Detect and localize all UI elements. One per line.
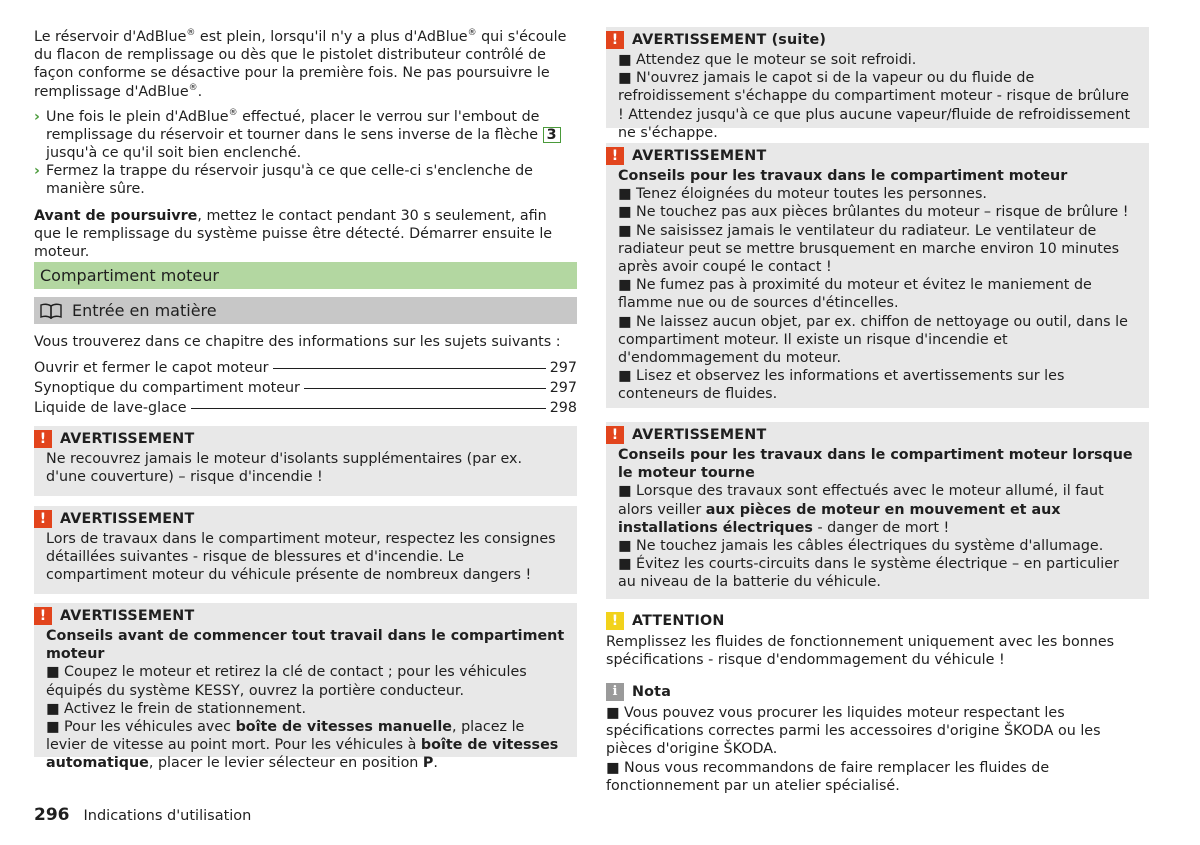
warning-icon: ! (34, 430, 52, 448)
warning-box-cooling: ! AVERTISSEMENT (suite) ■ Attendez que le moteur se soit refroidi. ■ N'ouvrez jamais le capot si de la vapeur ou du fluide de refroidissement s'échappe du compartiment moteur - risque de brûlure ! Attendez jusqu'à ce que plus aucune vapeur/fluide de refroidissement ne s'échappe. (606, 27, 1149, 128)
section-heading: Compartiment moteur (34, 262, 577, 289)
warning-heading: Conseils pour les travaux dans le compartiment moteur (618, 168, 1068, 184)
warning-icon: ! (34, 510, 52, 528)
step-arrow-icon: › (34, 163, 40, 179)
info-icon: i (606, 683, 624, 701)
note-block: i Nota ■ Vous pouvez vous procurer les liquides moteur respectant les spécifications correctes parmi les accessoires d'origine ŠKODA ou les pièces d'origine ŠKODA. ■ Nous vous recommandons de faire remplacer les fluides de fonctionnement par un atelier spécialisé. (606, 684, 1101, 794)
toc-entry[interactable]: Synoptique du compartiment moteur 297 (34, 380, 577, 396)
subsection-heading: Entrée en matière (34, 297, 577, 324)
warning-heading: Conseils pour les travaux dans le compartiment moteur lorsque le moteur tourne (618, 447, 1133, 482)
warning-icon: ! (606, 31, 624, 49)
toc-leader (273, 368, 546, 369)
page-number: 296 (34, 805, 70, 825)
book-icon (40, 303, 62, 319)
figure-reference-3[interactable]: 3 (543, 127, 561, 143)
warning-box-insulation: ! AVERTISSEMENT Ne recouvrez jamais le moteur d'isolants supplémentaires (par ex. d'une couverture) – risque d'incendie ! (34, 426, 577, 496)
toc-leader (304, 388, 546, 389)
chapter-name: Indications d'utilisation (83, 808, 252, 824)
warning-box-before-work: ! AVERTISSEMENT Conseils avant de commencer tout travail dans le compartiment moteur ■ Coupez le moteur et retirez la clé de contact ; pour les véhicules équipés du système KESSY, ouvrez la portière conducteur. ■ Activez le frein de stationnement. ■ Pour les véhicules avec boîte de vitesses manuelle, placez le levier de vitesse au point mort. Pour les véhicules à boîte de vitesses automatique, placer le levier sélecteur en position P. (34, 603, 577, 757)
warning-icon: ! (606, 147, 624, 165)
warning-icon: ! (34, 607, 52, 625)
warning-icon: ! (606, 426, 624, 444)
toc-entry[interactable]: Ouvrir et fermer le capot moteur 297 (34, 360, 577, 376)
step-lock-cap: › Une fois le plein d'AdBlue® effectué, placer le verrou sur l'embout de remplissage du réservoir et tourner dans le sens inverse de la flèche 3 jusqu'à ce qu'il soit bien enclenché. (34, 108, 577, 163)
intro-paragraph: Le réservoir d'AdBlue® est plein, lorsqu'il n'y a plus d'AdBlue® qui s'écoule du flacon de remplissage ou dès que le pistolet distributeur contrôlé de façon conforme se désactive pour la première fois. Ne pas poursuivre le remplissage d'AdBlue®. (34, 28, 567, 100)
attention-block: ! ATTENTION Remplissez les fluides de fonctionnement uniquement avec les bonnes spécifications - risque d'endommagement du véhicule ! (606, 613, 1115, 669)
attention-icon: ! (606, 612, 624, 630)
warning-box-engine-compartment: ! AVERTISSEMENT Conseils pour les travaux dans le compartiment moteur ■ Tenez éloignées du moteur toutes les personnes. ■ Ne touchez pas aux pièces brûlantes du moteur – risque de brûlure ! ■ Ne saisissez jamais le ventilateur du radiateur. Le ventilateur de radiateur peut se mettre brusquement en marche environ 10 minutes après avoir coupé le contact ! ■ Ne fumez pas à proximité du moteur et évitez le maniement de flamme nue ou de sources d'étincelles. ■ Ne laissez aucun objet, par ex. chiffon de nettoyage ou outil, dans le compartiment moteur. Il existe un risque d'incendie et d'endommagement du moteur. ■ Lisez et observez les informations et avertissements sur les conteneurs de fluides. (606, 143, 1149, 408)
warning-box-engine-work: ! AVERTISSEMENT Lors de travaux dans le compartiment moteur, respectez les consignes détaillées suivantes - risque de blessures et d'incendie. Le compartiment moteur du véhicule présente de nombreux dangers ! (34, 506, 577, 594)
step-arrow-icon: › (34, 109, 40, 125)
warning-box-engine-running: ! AVERTISSEMENT Conseils pour les travaux dans le compartiment moteur lorsque le moteur tourne ■ Lorsque des travaux sont effectués avec le moteur allumé, il faut alors veiller aux pièces de moteur en mouvement et aux installations électriques - danger de mort ! ■ Ne touchez jamais les câbles électriques du système d'allumage. ■ Évitez les courts-circuits dans le système électrique – en particulier au niveau de la batterie du véhicule. (606, 422, 1149, 599)
chapter-intro: Vous trouverez dans ce chapitre des informations sur les sujets suivants : (34, 334, 561, 350)
toc-entry[interactable]: Liquide de lave-glace 298 (34, 400, 577, 416)
toc-leader (191, 408, 546, 409)
step-close-flap: › Fermez la trappe du réservoir jusqu'à ce que celle-ci s'enclenche de manière sûre. (34, 163, 533, 198)
warning-heading: Conseils avant de commencer tout travail dans le compartiment moteur (46, 628, 565, 663)
before-continuing-paragraph: Avant de poursuivre, mettez le contact pendant 30 s seulement, afin que le remplissage du système puisse être détecté. Démarrer ensuite le moteur. (34, 208, 553, 261)
page-footer (34, 805, 251, 825)
